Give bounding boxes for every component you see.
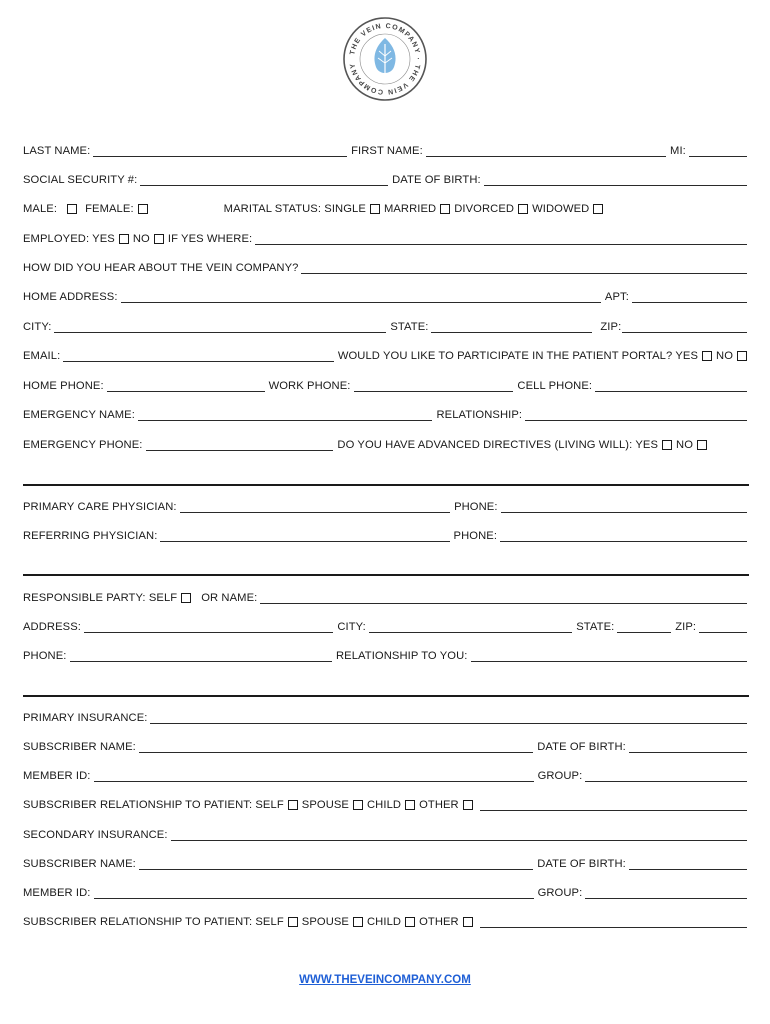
row-phones (23, 377, 747, 393)
responsible-zip-label: ZIP: (675, 621, 697, 633)
responsible-phone-label: PHONE: (23, 650, 67, 662)
svg-text:THE VEIN COMPANY · THE VEIN CO: THE VEIN COMPANY · THE VEIN COMPANY (349, 22, 422, 96)
responsible-address-field[interactable] (84, 621, 333, 633)
footer (0, 974, 770, 986)
row-responsible-phone (23, 647, 747, 663)
referring-physician-phone-label: PHONE: (453, 530, 498, 542)
cell-phone-field[interactable] (595, 380, 747, 392)
secondary-rel-spouse-label: SPOUSE (301, 916, 349, 928)
city-field[interactable] (54, 321, 386, 333)
emergency-name-field[interactable] (138, 409, 433, 421)
first-name-field[interactable] (426, 145, 666, 157)
directives-no-label: NO (676, 439, 693, 451)
city-label: CITY: (23, 321, 52, 333)
work-phone-label: WORK PHONE: (268, 380, 351, 392)
referring-physician-field[interactable] (160, 530, 449, 542)
hear-about-label: HOW DID YOU HEAR ABOUT THE VEIN COMPANY? (23, 262, 299, 274)
responsible-name-field[interactable] (260, 592, 747, 604)
row-primary-physician (23, 498, 747, 514)
row-primary-subscriber-relationship (23, 796, 747, 812)
responsible-zip-field[interactable] (699, 621, 747, 633)
apt-label: APT: (604, 291, 629, 303)
section-divider (23, 574, 749, 576)
row-home-address (23, 288, 747, 304)
primary-rel-self-label: SUBSCRIBER RELATIONSHIP TO PATIENT: SELF (23, 799, 284, 811)
primary-group-label: GROUP: (537, 770, 583, 782)
state-label: STATE: (390, 321, 429, 333)
row-ssn (23, 171, 747, 187)
row-responsible-party (23, 589, 747, 605)
primary-rel-other-field[interactable] (480, 799, 747, 811)
primary-rel-child-label: CHILD (367, 799, 402, 811)
referring-physician-label: REFERRING PHYSICIAN: (23, 530, 158, 542)
portal-no-checkbox[interactable] (737, 351, 747, 361)
responsible-state-label: STATE: (576, 621, 615, 633)
responsible-address-label: ADDRESS: (23, 621, 81, 633)
directives-label: DO YOU HAVE ADVANCED DIRECTIVES (LIVING WILL): YES (337, 439, 659, 451)
dob-field[interactable] (484, 174, 747, 186)
mi-label: MI: (670, 145, 686, 157)
emergency-phone-field[interactable] (146, 439, 334, 451)
ssn-label: SOCIAL SECURITY #: (23, 174, 138, 186)
responsible-city-field[interactable] (369, 621, 572, 633)
primary-rel-other-checkbox[interactable] (463, 800, 473, 810)
primary-insurance-field[interactable] (150, 712, 747, 724)
divorced-checkbox[interactable] (518, 204, 528, 214)
secondary-rel-other-checkbox[interactable] (463, 917, 473, 927)
zip-label: ZIP: (600, 321, 622, 333)
hear-about-field[interactable] (301, 262, 747, 274)
secondary-insurance-label: SECONDARY INSURANCE: (23, 829, 168, 841)
relationship-label: RELATIONSHIP: (436, 409, 523, 421)
employed-yes-checkbox[interactable] (119, 234, 129, 244)
widowed-label: WIDOWED (532, 203, 590, 215)
secondary-rel-spouse-checkbox[interactable] (353, 917, 363, 927)
male-label: MALE: (23, 203, 58, 215)
zip-field[interactable] (622, 321, 747, 333)
single-checkbox[interactable] (370, 204, 380, 214)
row-emergency-contact (23, 406, 747, 422)
email-label: EMAIL: (23, 350, 61, 362)
row-city-state-zip (23, 318, 747, 334)
employed-no-checkbox[interactable] (154, 234, 164, 244)
relationship-field[interactable] (525, 409, 747, 421)
primary-insurance-label: PRIMARY INSURANCE: (23, 712, 148, 724)
vein-company-logo (342, 16, 428, 102)
directives-yes-checkbox[interactable] (662, 440, 672, 450)
secondary-member-id-label: MEMBER ID: (23, 887, 91, 899)
if-yes-where-label: IF YES WHERE: (167, 233, 253, 245)
married-checkbox[interactable] (440, 204, 450, 214)
secondary-rel-self-label: SUBSCRIBER RELATIONSHIP TO PATIENT: SELF (23, 916, 284, 928)
responsible-party-label: RESPONSIBLE PARTY: SELF (23, 592, 178, 604)
primary-physician-phone-field[interactable] (501, 501, 747, 513)
secondary-subscriber-dob-label: DATE OF BIRTH: (537, 858, 626, 870)
leaf-icon (374, 38, 395, 79)
home-address-field[interactable] (121, 291, 601, 303)
responsible-state-field[interactable] (617, 621, 671, 633)
directives-no-checkbox[interactable] (697, 440, 707, 450)
portal-yes-checkbox[interactable] (702, 351, 712, 361)
last-name-field[interactable] (93, 145, 347, 157)
secondary-subscriber-name-field[interactable] (139, 858, 533, 870)
marital-status-label: MARITAL STATUS: SINGLE (223, 203, 366, 215)
emergency-name-label: EMERGENCY NAME: (23, 409, 135, 421)
primary-subscriber-dob-field[interactable] (629, 741, 747, 753)
row-employment (23, 230, 747, 246)
secondary-insurance-field[interactable] (171, 829, 747, 841)
secondary-rel-child-checkbox[interactable] (405, 917, 415, 927)
female-checkbox[interactable] (138, 204, 148, 214)
primary-physician-label: PRIMARY CARE PHYSICIAN: (23, 501, 177, 513)
primary-group-field[interactable] (585, 770, 747, 782)
row-emergency-phone (23, 436, 747, 452)
widowed-checkbox[interactable] (593, 204, 603, 214)
primary-physician-field[interactable] (180, 501, 450, 513)
secondary-group-label: GROUP: (537, 887, 583, 899)
primary-subscriber-dob-label: DATE OF BIRTH: (537, 741, 626, 753)
row-primary-member (23, 767, 747, 783)
relationship-to-you-label: RELATIONSHIP TO YOU: (335, 650, 468, 662)
employed-no-label: NO (132, 233, 150, 245)
row-secondary-subscriber (23, 855, 747, 871)
row-secondary-subscriber-relationship (23, 913, 747, 929)
divorced-label: DIVORCED (454, 203, 515, 215)
state-field[interactable] (431, 321, 592, 333)
primary-subscriber-name-label: SUBSCRIBER NAME: (23, 741, 136, 753)
row-referring-physician (23, 527, 747, 543)
responsible-phone-field[interactable] (70, 650, 332, 662)
section-divider (23, 484, 749, 486)
cell-phone-label: CELL PHONE: (517, 380, 593, 392)
secondary-rel-self-checkbox[interactable] (288, 917, 298, 927)
primary-member-id-label: MEMBER ID: (23, 770, 91, 782)
email-field[interactable] (63, 350, 334, 362)
row-name (23, 142, 747, 158)
primary-rel-spouse-label: SPOUSE (301, 799, 349, 811)
secondary-rel-other-field[interactable] (480, 916, 747, 928)
row-secondary-member (23, 884, 747, 900)
home-address-label: HOME ADDRESS: (23, 291, 118, 303)
married-label: MARRIED (383, 203, 437, 215)
row-primary-insurance (23, 709, 747, 725)
ssn-field[interactable] (140, 174, 388, 186)
row-primary-subscriber (23, 738, 747, 754)
responsible-self-checkbox[interactable] (181, 593, 191, 603)
female-label: FEMALE: (85, 203, 134, 215)
row-gender-marital (23, 200, 747, 216)
primary-rel-child-checkbox[interactable] (405, 800, 415, 810)
mi-field[interactable] (689, 145, 747, 157)
last-name-label: LAST NAME: (23, 145, 91, 157)
secondary-member-id-field[interactable] (94, 887, 534, 899)
primary-rel-spouse-checkbox[interactable] (353, 800, 363, 810)
male-checkbox[interactable] (67, 204, 77, 214)
dob-label: DATE OF BIRTH: (392, 174, 481, 186)
primary-subscriber-name-field[interactable] (139, 741, 533, 753)
work-phone-field[interactable] (354, 380, 514, 392)
first-name-label: FIRST NAME: (351, 145, 423, 157)
secondary-rel-child-label: CHILD (367, 916, 402, 928)
employed-label: EMPLOYED: YES (23, 233, 115, 245)
home-phone-label: HOME PHONE: (23, 380, 104, 392)
or-name-label: OR NAME: (201, 592, 258, 604)
primary-member-id-field[interactable] (94, 770, 534, 782)
referring-physician-phone-field[interactable] (500, 530, 747, 542)
emergency-phone-label: EMERGENCY PHONE: (23, 439, 143, 451)
secondary-subscriber-dob-field[interactable] (629, 858, 747, 870)
relationship-to-you-field[interactable] (471, 650, 748, 662)
secondary-subscriber-name-label: SUBSCRIBER NAME: (23, 858, 136, 870)
section-divider (23, 695, 749, 697)
row-responsible-address (23, 618, 747, 634)
home-phone-field[interactable] (107, 380, 265, 392)
employer-field[interactable] (255, 233, 747, 245)
row-secondary-insurance (23, 826, 747, 842)
responsible-city-label: CITY: (337, 621, 366, 633)
secondary-rel-other-label: OTHER (419, 916, 459, 928)
primary-rel-other-label: OTHER (419, 799, 459, 811)
primary-physician-phone-label: PHONE: (454, 501, 498, 513)
secondary-group-field[interactable] (585, 887, 747, 899)
row-email-portal (23, 347, 747, 363)
website-link[interactable]: WWW.THEVEINCOMPANY.COM (299, 974, 471, 986)
portal-no-label: NO (716, 350, 733, 362)
portal-label: WOULD YOU LIKE TO PARTICIPATE IN THE PATIENT PORTAL? YES (337, 350, 699, 362)
apt-field[interactable] (632, 291, 747, 303)
row-referral-source (23, 259, 747, 275)
primary-rel-self-checkbox[interactable] (288, 800, 298, 810)
